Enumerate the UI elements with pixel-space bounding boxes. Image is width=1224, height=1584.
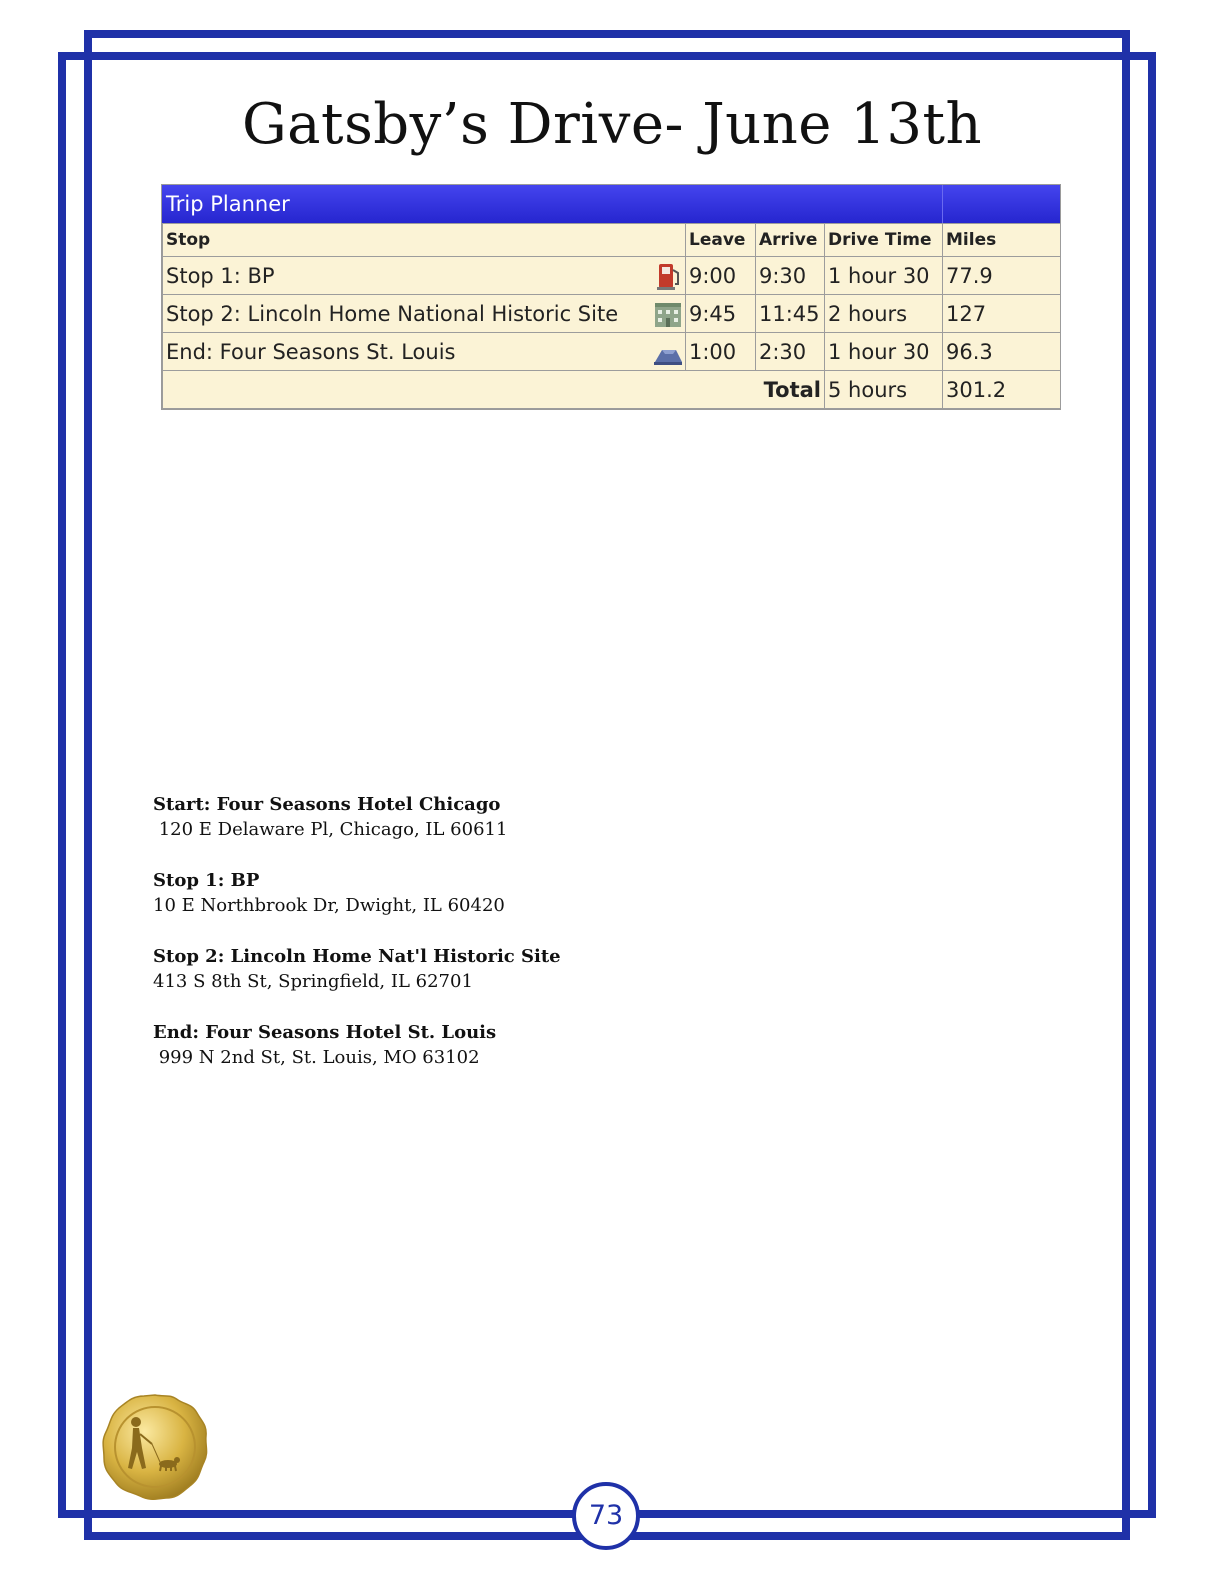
address-name: Start: Four Seasons Hotel Chicago [153,794,501,815]
stop-cell [163,257,686,295]
total-drive-time: 5 hours [825,371,943,409]
table-row [163,333,1061,371]
address-name: Stop 2: Lincoln Home Nat'l Historic Site [153,946,561,967]
building-icon [653,300,683,328]
total-miles: 301.2 [943,371,1061,409]
column-header-miles: Miles [943,224,1061,257]
column-header-row [163,224,1061,257]
drive-time: 1 hour 30 [825,257,943,295]
drive-time: 1 hour 30 [825,333,943,371]
total-label: Total [163,371,825,409]
address-line: 413 S 8th St, Springfield, IL 62701 [153,971,473,992]
total-row [163,371,1061,409]
stop-name: Stop 2: Lincoln Home National Historic Site [166,301,619,326]
page-title: Gatsby’s Drive- June 13th [241,92,983,157]
leave-time: 9:45 [686,295,756,333]
page-number: 73 [572,1482,640,1550]
leave-time: 1:00 [686,333,756,371]
gas-pump-icon [653,262,683,290]
address-line: 120 E Delaware Pl, Chicago, IL 60611 [153,819,508,840]
arrive-time: 9:30 [756,257,825,295]
column-header-arrive: Arrive [756,224,825,257]
table-row [163,257,1061,295]
column-header-drive-time: Drive Time [825,224,943,257]
list-item [153,868,853,918]
trip-planner-title: Trip Planner [166,192,290,216]
arrive-time: 2:30 [756,333,825,371]
stop-cell [163,295,686,333]
stop-cell [163,333,686,371]
miles: 96.3 [943,333,1061,371]
address-name: End: Four Seasons Hotel St. Louis [153,1022,497,1043]
header-divider [942,185,943,223]
table-row [163,295,1061,333]
miles: 127 [943,295,1061,333]
leave-time: 9:00 [686,257,756,295]
list-item [153,1020,853,1070]
stop-name: Stop 1: BP [166,263,275,288]
address-line: 10 E Northbrook Dr, Dwight, IL 60420 [153,895,505,916]
trip-planner-grid [162,223,1061,409]
address-name: Stop 1: BP [153,870,260,891]
arrive-time: 11:45 [756,295,825,333]
column-header-stop: Stop [163,224,686,257]
address-line: 999 N 2nd St, St. Louis, MO 63102 [153,1047,480,1068]
trip-planner-table [161,184,1061,410]
list-item [153,944,853,994]
miles: 77.9 [943,257,1061,295]
trip-planner-header [162,185,1060,223]
drive-time: 2 hours [825,295,943,333]
address-list [153,792,853,1096]
column-header-leave: Leave [686,224,756,257]
list-item [153,792,853,842]
hotel-roof-icon [653,338,683,366]
gold-seal-walker-dog-icon [100,1392,210,1502]
stop-name: End: Four Seasons St. Louis [166,339,456,364]
